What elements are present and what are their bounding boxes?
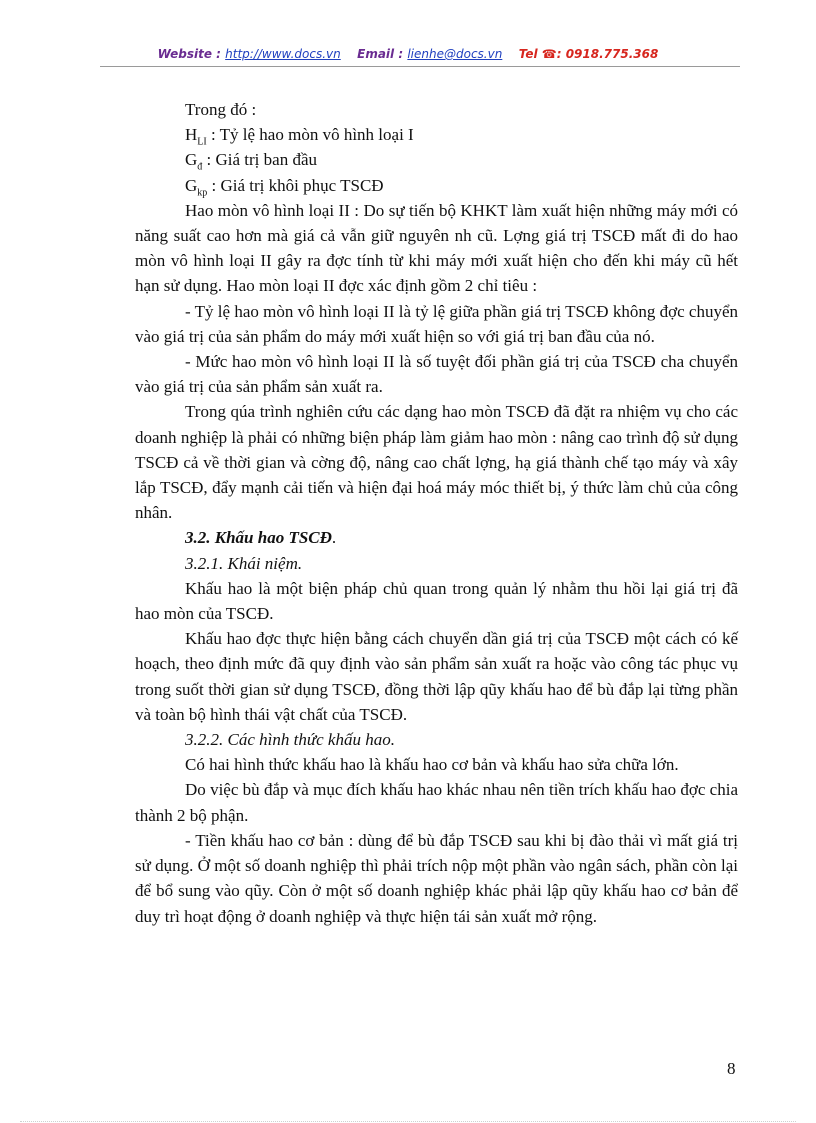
- paragraph-thuc-hien: Khấu hao đợc thực hiện bằng cách chuyển dần giá trị của TSCĐ một cách có kế hoạch, theo định mức đã quy định vào sản phẩm sản xuất ra hoặc vào công tác phục vụ trong suốt thời gian sử dụng TSCĐ, đồng thời lập qũy khấu hao để bù đắp lại từng phần và toàn bộ hình thái vật chất của TSCĐ.: [135, 629, 738, 724]
- email-label: Email: [357, 47, 395, 61]
- subsection-heading-3-2-2: 3.2.2. Các hình thức khấu hao.: [185, 730, 395, 750]
- definition-gkp: $G_{kp}$ : Giá trị khôi phục TSCĐ: [185, 175, 384, 198]
- paragraph-khai-niem: Khấu hao là một biện pháp chủ quan trong quản lý nhằm thu hồi lại giá trị đã hao mòn của TSCĐ.: [135, 578, 738, 624]
- page-header: [0, 47, 816, 61]
- tel-number: : 0918.775.368: [556, 47, 659, 61]
- section-heading-3-2: 3.2. Khấu hao TSCĐ.: [185, 528, 337, 548]
- definition-hli: $H_{LI}$ : Tỷ lệ hao mòn vô hình loại I: [185, 125, 414, 148]
- website-label: Website :: [157, 47, 221, 61]
- paragraph-intro: Trong đó :: [185, 100, 257, 119]
- email-separator: :: [398, 47, 404, 61]
- page-number: 8: [727, 1059, 736, 1078]
- paragraph-bu-dap: Do việc bù đắp và mục đích khấu hao khác nhau nên tiền trích khấu hao đợc chia thành 2 bộ phận.: [135, 780, 738, 825]
- definition-gd: $G_đ$ : Giá trị ban đầu: [185, 150, 317, 173]
- website-link[interactable]: http://www.docs.vn: [225, 47, 341, 61]
- paragraph-ty-le: - Tỷ lệ hao mòn vô hình loại II là tỷ lệ giữa phần giá trị TSCĐ không đợc chuyển vào giá trị của sản phẩm do máy mới xuất hiện so với giá trị ban đầu của nó.: [135, 301, 738, 346]
- email-link[interactable]: lienhe@docs.vn: [407, 47, 503, 61]
- paragraph-nghien-cuu: Trong qúa trình nghiên cứu các dạng hao mòn TSCĐ đã đặt ra nhiệm vụ cho các doanh nghiệp là phải có những biện pháp làm giảm hao mòn : nâng cao trình độ sử dụng TSCĐ cả về thời gian và cờng độ, nâng cao chất lợng, hạ giá thành chế tạo máy và xây lắp TSCĐ, đẩy mạnh cải tiến và hiện đại hoá máy móc thiết bị, ý thức làm chủ của công nhân.: [135, 402, 738, 523]
- document-body: [135, 97, 738, 929]
- header-divider: [100, 66, 740, 67]
- paragraph-hai-hinh-thuc: Có hai hình thức khấu hao là khấu hao cơ bản và khấu hao sửa chữa lớn.: [185, 755, 679, 775]
- paragraph-tien-khau-hao: - Tiền khấu hao cơ bản : dùng để bù đắp TSCĐ sau khi bị đào thải vì mất giá trị sử dụng. Ở một số doanh nghiệp thì phải trích nộp một phần vào ngân sách, phần còn lại để bổ sung vào qũy. Còn ở một số doanh nghiệp khác phải lập qũy khấu hao cơ bản để duy trì hoạt động ở doanh nghiệp và thực hiện tái sản xuất mở rộng.: [135, 830, 738, 926]
- page-bottom-border: [20, 1121, 796, 1122]
- subsection-heading-3-2-1: 3.2.1. Khái niệm.: [185, 553, 303, 573]
- tel-label: Tel: [518, 47, 538, 61]
- paragraph-muc-hao-mon: - Mức hao mòn vô hình loại II là số tuyệt đối phần giá trị của TSCĐ cha chuyển vào giá trị của sản phẩm sản xuất ra.: [135, 352, 738, 397]
- phone-icon: ☎: [541, 47, 557, 61]
- paragraph-hao-mon-loai-ii: Hao mòn vô hình loại II : Do sự tiến bộ KHKT làm xuất hiện những máy mới có năng suất cao hơn mà giá cả vẫn giữ nguyên nh cũ. Lợng giá trị TSCĐ mất đi do hao mòn vô hình loại II gây ra đợc tính từ khi máy mới xuất hiện cho đến khi máy cũ hết hạn sử dụng. Hao mòn loại II đợc xác định gồm 2 chỉ tiêu :: [135, 200, 738, 296]
